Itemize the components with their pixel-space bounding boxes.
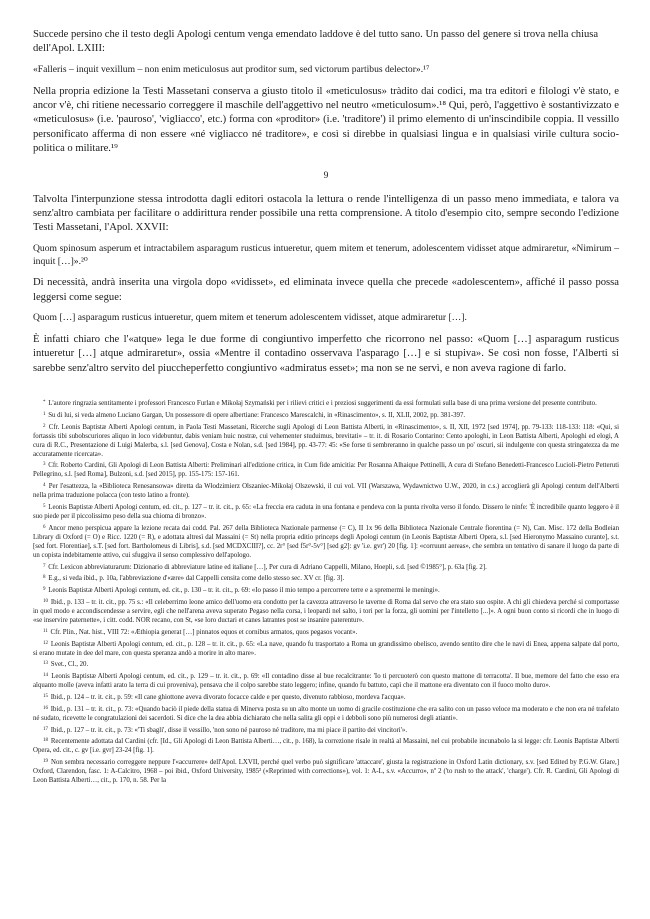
- footnote-number: 11: [43, 628, 48, 634]
- page-number: 9: [323, 170, 329, 181]
- footnote-text: Su di lui, si veda almeno Luciano Gargan, Un possessore di opere albertiane: Francesco Marescalchi, in «Rinascimento», s. II, XLII, 2002, pp. 381-397.: [48, 411, 466, 419]
- footnote-number: 4: [43, 483, 46, 489]
- quote-3: Quom […] asparagum rusticus intueretur, quem mitem et tenerum adolescentem vidisset, atque admiraretur […].: [33, 312, 467, 324]
- footnote-text: Ibid., p. 131 – tr. it. cit., p. 73: «Quando baciò il piede della statua di Minerva posta su un alto monte un uomo di gracile costituzione che era salito con un passo veloce ma moderato e che non era né trafelato né sudato, ricevette le congratulazioni dei sacerdoti. Si dice che la dea abbia dichiarato che nella salita gli oppi e i debboli sono più numerosi degli atianti».: [33, 705, 619, 722]
- footnote-text: Ibid., p. 127 – tr. it. cit., p. 73: «'Ti sbagli', disse il vessillo, 'non sono né pauroso né traditore, ma mi piace il partito dei vincitori'».: [50, 726, 408, 734]
- paragraph-1: Succede persino che il testo degli Apologi centum venga emendato laddove è del tutto sano. Un passo del genere si trova nella chiusa dell'Apol. LXIII:: [33, 29, 599, 55]
- footnote-text: Svet., Cl., 20.: [50, 661, 89, 669]
- footnote: [33, 523, 619, 560]
- footnote-number: 10: [43, 598, 48, 604]
- footnote: [33, 639, 619, 658]
- paragraph-3: Talvolta l'interpunzione stessa introdotta dagli editori ostacola la lettura o rende l'intelligenza di un passo meno immediata, e talora va senz'altro cambiata per facilitare o addirittura render possibile una retta comprensione. A titolo d'esempio cito, sempre secondo l'edizione Testi Massetani, l'Apol. XXVII:: [33, 193, 619, 234]
- footnote: [33, 502, 619, 521]
- footnote-text: Non sembra necessario correggere neppure l'«accurrere» dell'Apol. LXVII, perché quel verbo può significare 'attaccare', giusta la registrazione in Oxford Latin dictionary, s.v. [sed Edited by P.G.W. Glare,] Oxford, Clarendon, fasc. 1: A-Calcitro, 1968 – poi ibid., Oxford University, 1985² («Reprinted with corrections»), vol. 1: A-L, s.v. «Accurro», nº 2 ('to rush to the attack', 'charge'). Cfr. R. Cardini, Gli Apologi di Leon Battista Alberti…, cit., p. 170, n. 58. Per la: [33, 759, 619, 785]
- footnote: [33, 692, 619, 702]
- footnote: [33, 704, 619, 723]
- footnote-number: 7: [43, 563, 46, 569]
- footnote: [33, 481, 619, 500]
- footnote: [33, 573, 619, 583]
- footnote-text: Cfr. Leonis Baptistæ Alberti Apologi centum, in Paola Testi Massetani, Ricerche sugli Apologi di Leon Battista Alberti, in «Rinascimento», s. II, XII, 1972 [sed 1974], pp. 79-133: 118-133: 118: «Qui, si fortassis tibi subobscuriores aliquo in loco videbuntur, dabis veniam huic nostræ, cui vehementer studuimus, brevitati» – tr. it. di Rosario Contarino: Cento apologhi, in Leon Battista Alberti, Apologhi ed elogi, A cura di R.C., Presentazione di Luigi Malerba, s.l. [sed Genova], Costa e Nolan, s.d. [sed 1984], pp. 43-77: 45: «Se forse ti sembreranno in qualche passo un po' oscuri, sii indulgente con questa stringatezza da me accuratamente ricercata».: [33, 423, 619, 458]
- footnote-text: E.g., si veda ibid., p. 10a, l'abbreviazione d'«ære» dal Cappelli censita come dello stesso sec. XV cr. [fig. 3].: [48, 575, 345, 583]
- footnote: [33, 410, 619, 420]
- footnote: [33, 757, 619, 785]
- footnote-number: 8: [43, 575, 46, 581]
- footnote-number: 3: [43, 462, 46, 468]
- footnote-number: 15: [43, 693, 48, 699]
- footnote-number: *: [43, 400, 46, 405]
- footnote-text: Leonis Baptistæ Alberti Apologi centum, ed. cit., p. 128 – tr. it. cit., p. 65: «La nave, quando fu trasportato a Roma un grandissimo obelisco, avendo sentito dire che le navi di Enea, appena salpate dal porto, si erano mutate in dee del mare, con questa speranza andò a morire in alto mare».: [33, 640, 619, 657]
- footnote-number: 13: [43, 661, 48, 667]
- footnote: [33, 585, 619, 595]
- paragraph-5: È infatti chiaro che l'«atque» lega le due forme di congiuntivo imperfetto che ricorrono nel passo: «Quom […] asparagum rusticus intueretur […] atque admiraretur», ossia «Mentre il contadino osservava l'asparago […] e si stupiva». Se così non fosse, l'Alberti si sarebbe senz'altro servito del piuccheperfetto congiuntivo «admiratus esset»; ma non se ne servì, e non aveva ragione di farlo.: [33, 334, 619, 374]
- footnote-number: 18: [43, 738, 48, 744]
- footnotes: [33, 398, 619, 787]
- footnote: [33, 736, 619, 755]
- paragraph-2: Nella propria edizione la Testi Massetani conserva a giusto titolo il «meticulosus» tràdito dai codici, ma tra editori e filologi v'è stato, e ancor v'è, chi ritiene necessario correggere il maschile dell'aggettivo nel neutro «meticulosum».¹⁸ Qui, però, l'aggettivo è sostantivizzato e «meticulosus» (i.e. 'pauroso', 'vigliacco', etc.) forma con «proditor» (i.e. 'traditore') il primo elemento di un'inscindibile coppia. Il vessillo personificato afferma di non essere «né vigliacco né traditore», e così si direbbe in qualsiasi lingua e in qualsiasi virile cultura socio-politica o militare.¹⁹: [33, 85, 619, 155]
- footnote: [33, 659, 619, 669]
- footnote-number: 17: [43, 726, 48, 732]
- footnote-text: Cfr. Plin., Nat. hist., VIII 72: «Æthiopia generat […] pinnatos equos et cornibus armatos, quos pegasos vocant».: [50, 628, 358, 636]
- footnote-number: 5: [43, 503, 46, 509]
- footnote-text: Leonis Baptistæ Alberti Apologi centum, ed. cit., p. 129 – tr. it. cit., p. 69: «Il contadino disse al bue recalcitrante: 'Io ti percuoterò con questo mattone di terracotta'. Il bue, memore del fatto che esso era alquanto molle (aveva infatti arato la terra di cui proveniva), pensava che il colpo sarebbe stato leggero; infine, quando fu battuto, capì che il mattone era diventato con il fuoco molto duro».: [33, 673, 619, 690]
- paragraph-4: Di necessità, andrà inserita una virgola dopo «vidisset», ed eliminata invece quella che precede «adolescentem», affiché il passo possa leggersi come segue:: [33, 277, 619, 303]
- footnote-text: Recentemente adottata dal Cardini (cfr. [Id., Gli Apologi di Leon Battista Alberti…, cit., p. 168), la correzione risale in realtà al Massaini, nel cui probabile incunabolo la si legge: cfr. Leonis Baptistæ Alberti Opera, ed. cit., c. gv [i.e. gvr] 23-24 [fig. 1].: [33, 738, 619, 755]
- footnote-number: 1: [43, 411, 46, 417]
- footnote-text: Per l'esattezza, la «Biblioteca Renesansowa» diretta da Włodzimierz Olszaniec-Mikołaj Olszewski, il cui vol. VII (Warszawa, Wydawnictwo U.W., 2020, in c.s.) accoglierà gli Apologi centum dell'Alberti nella prima traduzione polacca (con testo latino a fronte).: [33, 483, 619, 500]
- footnote: [33, 725, 619, 735]
- footnote-text: Cfr. Roberto Cardini, Gli Apologi di Leon Battista Alberti: Preliminari all'edizione critica, in Cum fide amicitia: Per Rosanna Alhaique Pettinelli, A cura di Stefano Benedetti-Francesco Lucioli-Pietro Petteruti Pellegrino, s.l. [sed Roma], Bulzoni, s.d. [sed 2015], pp. 155-175: 157-161.: [33, 462, 619, 479]
- footnote-number: 9: [43, 587, 46, 593]
- footnote-number: 6: [43, 524, 46, 530]
- footnote-text: L'autore ringrazia sentitamente i professori Francesco Furlan e Mikołaj Szymański per i rilievi critici e i preziosi suggerimenti da essi formulati sulla base di una prima versione del presente contributo.: [48, 400, 597, 407]
- footnote-number: 2: [43, 423, 46, 429]
- footnote: [33, 422, 619, 459]
- footnote-number: 19: [43, 759, 48, 765]
- footnote-text: Ibid., p. 124 – tr. it. cit., p. 59: «Il cane ghiottone aveva divorato focacce calde e per questo, divenuto rabbioso, mordeva l'acqua».: [50, 693, 406, 701]
- footnote-number: 12: [43, 640, 48, 646]
- footnote: [33, 562, 619, 572]
- footnote: [33, 460, 619, 479]
- footnote-text: Leonis Baptistæ Alberti Apologi centum, ed. cit., p. 127 – tr. it. cit., p. 65: «La freccia era caduta in una fontana e pendeva con la punta rivolta verso il fondo. Dissero le ninfe: 'È incredibile quanto leggero è il suo piede per il piccolissimo peso della sua chioma di bronzo».: [33, 503, 619, 520]
- footnote: [33, 398, 619, 408]
- footnote-text: Ancor meno perspicua appare la lezione recata dai codd. Pal. 267 della Biblioteca Nazionale parmense (= C), II 1x 96 della Biblioteca Nazionale Centrale fiorentina (= N), Can. Misc. 172 della Bodleian Library di Oxford (= O) e Ricc. 1220 (= R), e adottata altresì dal Massaini (= St) nella propria editio princeps degli Apologi centum (in Leonis Baptistæ Alberti Opera, s.l. [sed Hieronymo Massaino curante], s.t. [sed fort. Florentiae], s.T. [sed fort. Bartholomeus di Libris], s.d. [sed MCDXCIII?], cc. 2r° [sed f5r°-5v°] [sed g2]: gv 'i.e. gvr') 20 [fig. 1]: «corruunt aereas», che sembra un tentativo di sanare il luogo da parte di un copista indebitamente attivo, cui sfuggiva il senso complessivo dell'apologo.: [33, 524, 619, 559]
- quote-2: Quom spinosum asperum et intractabilem asparagum rusticus intueretur, quem mitem et tenerum, adolescentem vidisset atque admiraretur, «Nimirum – inquit […]».²⁰: [33, 242, 619, 267]
- footnote: [33, 671, 619, 690]
- quote-1: «Falleris – inquit vexillum – non enim meticulosus aut proditor sum, sed victorum partibus delector».¹⁷: [33, 63, 430, 75]
- body-text: [33, 28, 619, 383]
- footnote-number: 16: [43, 705, 48, 711]
- footnote-text: Ibid., p. 133 – tr. it. cit., pp. 75 s.: «Il celeberrimo leone amico dell'uomo era condotto per la cavezza attraverso le taverne di Roma dal servo che era stato suo ospite. A chi gli chiedeva perché si comportasse in quel modo e accondiscendesse a servire, egli che nell'arena aveva superato Pegaso nella corsa, i leopardi nel salto, i tori per la forza, gli uomini per l'intelletto [...]». A ogni buon conto si ricordi che in luogo di «se inservire paternette», i citt. codd. NOR recano, con St, «se loro ductari et canes latrantes post se insanire paterentur».: [33, 598, 619, 624]
- footnote-text: Leonis Baptistæ Alberti Apologi centum, ed. cit., p. 130 – tr. it. cit., p. 69: «Io passo il mio tempo a percorrere terre e a spremermi le meningi».: [48, 587, 440, 595]
- footnote: [33, 627, 619, 637]
- footnote-text: Cfr. Lexicon abbreviaturarum: Dizionario di abbreviature latine ed italiane […], Per cura di Adriano Cappelli, Milano, Hoepli, s.d. [sed ©1985°], p. 63a [fig. 2].: [48, 563, 487, 571]
- footnote: [33, 597, 619, 625]
- footnote-number: 14: [43, 673, 48, 679]
